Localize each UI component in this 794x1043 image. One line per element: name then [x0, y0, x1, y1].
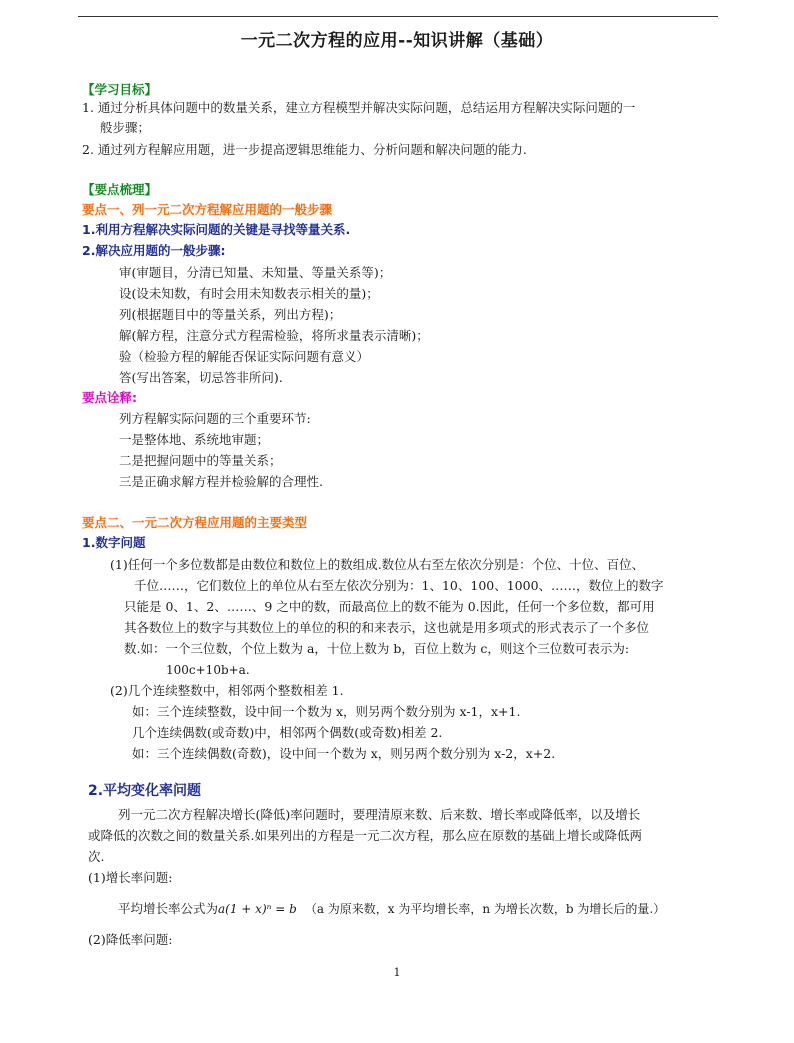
key-points-header: 【要点梳理】	[82, 182, 158, 197]
goal-line-1: 1. 通过分析具体问题中的数量关系，建立方程模型并解决实际问题，总结运用方程解决实际问题的一	[82, 100, 636, 115]
page-title: 一元二次方程的应用--知识讲解（基础）	[240, 31, 554, 51]
type1-line-10: 如：三个连续偶数(奇数)，设中间一个数为 x，则另两个数分别为 x-2，x+2.	[132, 746, 556, 761]
step-5: 验（检验方程的解能否保证实际问题有意义）	[119, 349, 370, 364]
goal-line-2: 般步骤；	[100, 120, 151, 135]
type1-line-4: 其各数位上的数字与其数位上的单位的积的和来表示，这也就是用多项式的形式表示了一个多位	[124, 620, 650, 635]
type1-line-7: (2)几个连续整数中，相邻两个整数相差 1.	[110, 683, 344, 698]
step-2: 设(设未知数，有时会用未知数表示相关的量)；	[119, 286, 379, 301]
type1-line-2: 千位……，它们数位上的单位从右至左依次分别为：1、10、100、1000、……，数位上的数字	[134, 578, 664, 593]
note-1: 列方程解实际问题的三个重要环节:	[119, 411, 311, 426]
step-1: 审(审题目，分清已知量、未知量、等量关系等)；	[119, 265, 392, 280]
decline-title: (2)降低率问题:	[88, 932, 173, 947]
growth-formula: a(1 + x)ⁿ = b	[218, 902, 297, 916]
type2-line-2: 或降低的次数之间的数量关系.如果列出的方程是一元二次方程，那么应在原数的基础上增长或降低两	[88, 828, 642, 843]
type1-line-3: 只能是 0、1、2、……、9 之中的数，而最高位上的数不能为 0.因此，任何一个多位数，都可用	[124, 599, 655, 614]
point2-title: 要点二、一元二次方程应用题的主要类型	[82, 515, 308, 530]
type1-line-9: 几个连续偶数(或奇数)中，相邻两个偶数(或奇数)相差 2.	[132, 725, 443, 740]
type1-line-8: 如：三个连续整数，设中间一个数为 x，则另两个数分别为 x-1，x+1.	[132, 704, 521, 719]
step-6: 答(写出答案，切忌答非所问).	[119, 370, 283, 385]
type1-line-1: (1)任何一个多位数都是由数位和数位上的数组成.数位从右至左依次分别是：个位、十位、百位、	[110, 557, 645, 572]
type1-line-5: 数.如：一个三位数，个位上数为 a，十位上数为 b，百位上数为 c，则这个三位数可表示为:	[124, 641, 630, 656]
goal-line-3: 2. 通过列方程解应用题，进一步提高逻辑思维能力、分析问题和解决问题的能力.	[82, 142, 527, 157]
note-4: 三是正确求解方程并检验解的合理性.	[119, 474, 323, 489]
type2-line-4: (1)增长率问题:	[88, 870, 173, 885]
point1-sub1: 1.利用方程解决实际问题的关键是寻找等量关系.	[82, 222, 351, 237]
growth-formula-line	[118, 899, 665, 919]
point1-title: 要点一、列一元二次方程解应用题的一般步骤	[82, 202, 333, 217]
step-4: 解(解方程，注意分式方程需检验，将所求量表示清晰)；	[119, 328, 429, 343]
type2-title: 2.平均变化率问题	[88, 783, 202, 799]
step-3: 列(根据题目中的等量关系，列出方程)；	[119, 307, 342, 322]
point1-sub2: 2.解决应用题的一般步骤:	[82, 243, 226, 258]
type1-line-6: 100c+10b+a.	[166, 663, 250, 677]
growth-suffix: （a 为原来数，x 为平均增长率，n 为增长次数，b 为增长后的量.）	[304, 902, 666, 916]
note-2: 一是整体地、系统地审题；	[119, 432, 270, 447]
page-number: 1	[393, 966, 401, 979]
type2-line-3: 次.	[88, 849, 105, 864]
note-title: 要点诠释:	[82, 390, 137, 405]
growth-prefix: 平均增长率公式为	[118, 901, 219, 916]
header-rule	[78, 16, 718, 17]
note-3: 二是把握问题中的等量关系；	[119, 453, 282, 468]
type2-line-1: 列一元二次方程解决增长(降低)率问题时，要理清原来数、后来数、增长率或降低率，以及增长	[118, 807, 641, 822]
type1-title: 1.数字问题	[82, 535, 146, 550]
learning-goals-header: 【学习目标】	[82, 82, 158, 97]
